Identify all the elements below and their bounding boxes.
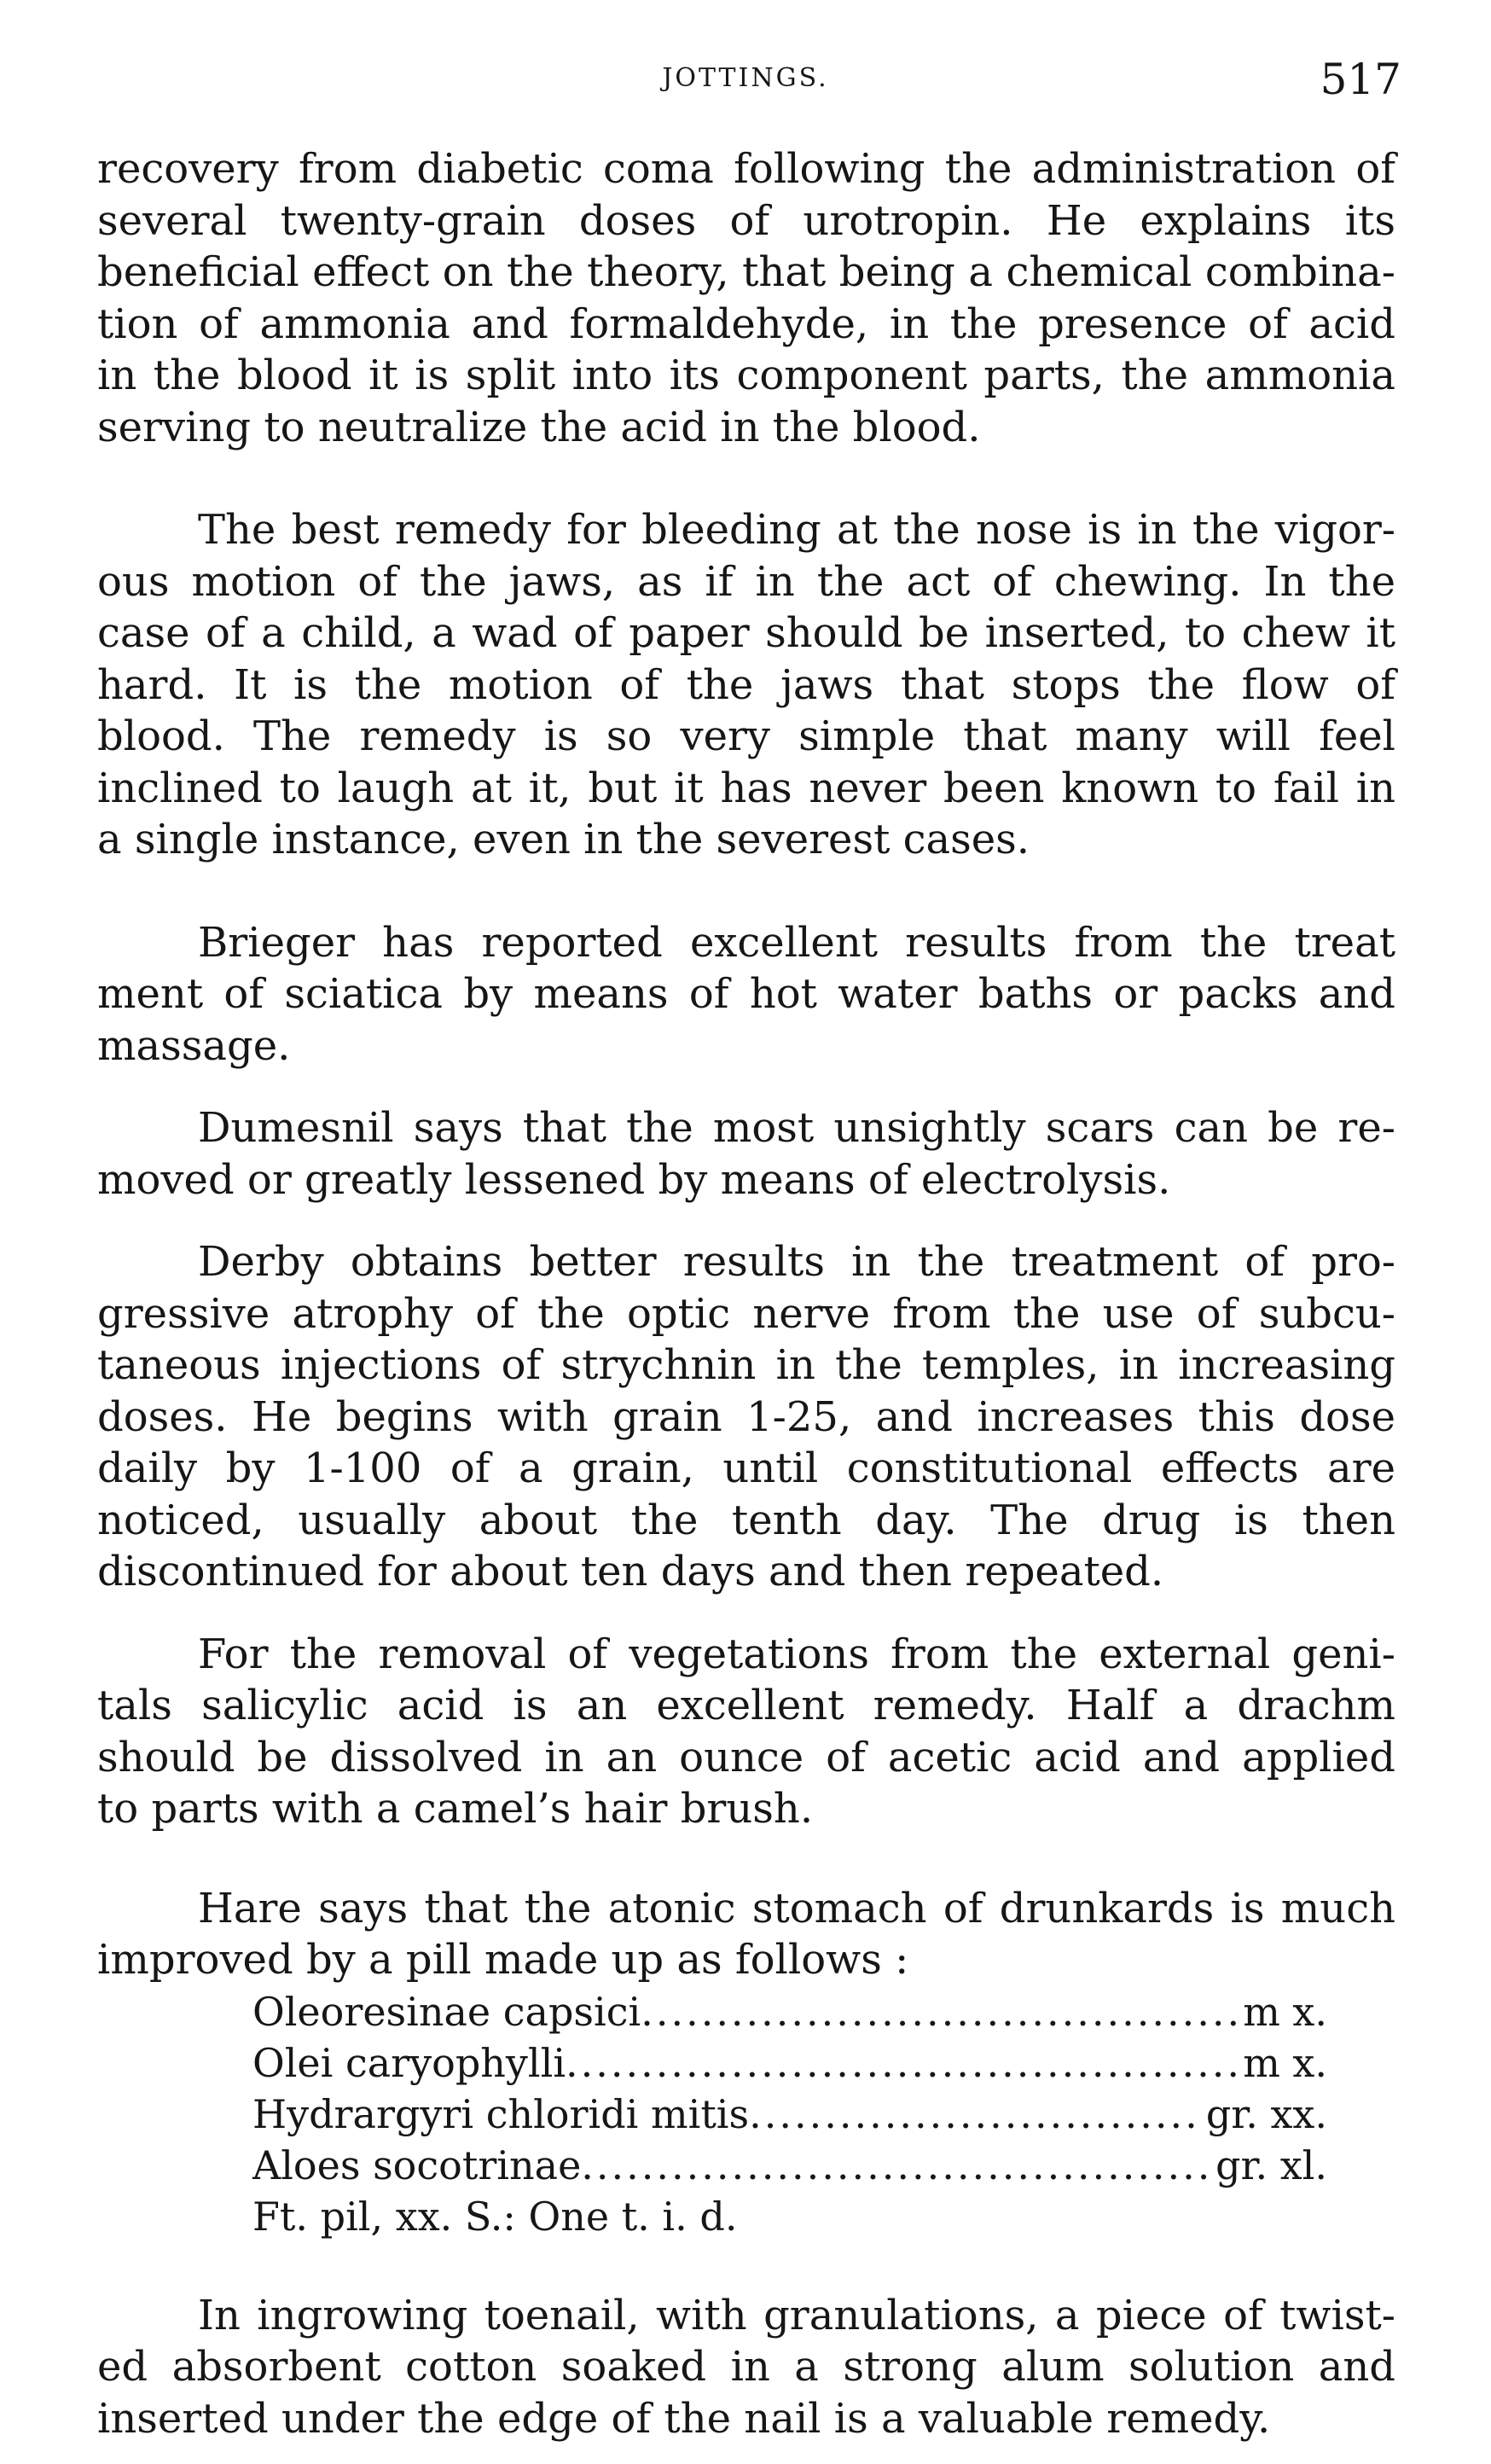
text-line: tion of ammonia and formaldehyde, in the presence of acid — [97, 299, 1395, 348]
page-header — [0, 55, 1491, 123]
text-line: a single instance, even in the severest cases. — [97, 816, 1030, 863]
page-number: 517 — [1320, 55, 1401, 104]
text-line: For the removal of vegetations from the external geni- — [198, 1630, 1395, 1678]
paragraph-ingrowing-toenail — [97, 2290, 1395, 2445]
dot-leader — [749, 2089, 1203, 2140]
prescription-item — [252, 2140, 1327, 2191]
paragraph-vegetations — [97, 1629, 1395, 1835]
ingredient-name: Aloes socotrinae — [252, 2141, 582, 2188]
text-line: several twenty-grain doses of urotropin. He explains its — [97, 196, 1395, 245]
prescription-item — [252, 1986, 1327, 2037]
dot-leader — [566, 2037, 1239, 2089]
text-line: inclined to laugh at it, but it has never been known to fail in — [97, 764, 1395, 812]
prescription-item — [252, 2089, 1327, 2140]
text-line: massage. — [97, 1021, 291, 1070]
ingredient-dose: gr. xx. — [1205, 2090, 1327, 2137]
paragraph-nose-bleeding — [97, 504, 1395, 866]
prescription-item — [252, 2037, 1327, 2089]
text-line: in the blood it is split into its component parts, the ammonia — [97, 352, 1395, 399]
ingredient-dose: gr. xl. — [1215, 2141, 1327, 2188]
text-line: taneous injections of strychnin in the temples, in increasing — [97, 1341, 1395, 1389]
text-line: daily by 1-100 of a grain, until constitutional effects are — [97, 1444, 1395, 1492]
pill-prescription — [97, 1986, 1395, 2242]
text-line: recovery from diabetic coma following the administration of — [97, 145, 1395, 193]
text-line: ous motion of the jaws, as if in the act of chewing. In the — [97, 557, 1395, 606]
text-line: serving to neutralize the acid in the blood. — [97, 403, 981, 451]
text-line: ed absorbent cotton soaked in a strong alum solution and — [97, 2343, 1395, 2391]
text-line: blood. The remedy is so very simple that many will feel — [97, 712, 1395, 760]
text-line: beneficial effect on the theory, that being a chemical combina- — [97, 248, 1395, 296]
text-line: gressive atrophy of the optic nerve from the use of subcu- — [97, 1289, 1395, 1338]
text-line: In ingrowing toenail, with granulations, a piece of twist- — [198, 2291, 1395, 2339]
text-line: hard. It is the motion of the jaws that stops the flow of — [97, 660, 1395, 709]
text-line: The best remedy for bleeding at the nose is in the vigor- — [198, 506, 1395, 554]
ingredient-dose: m x. — [1243, 1988, 1327, 2035]
prescription-signature: Ft. pil, xx. S.: One t. i. d. — [252, 2193, 738, 2240]
text-line: noticed, usually about the tenth day. The drug is then — [97, 1496, 1395, 1544]
text-line: ment of sciatica by means of hot water baths or packs and — [97, 970, 1395, 1018]
text-line: Hare says that the atonic stomach of drunkards is much — [198, 1884, 1395, 1932]
text-line: discontinued for about ten days and then repeated. — [97, 1548, 1164, 1595]
text-line: Dumesnil says that the most unsightly scars can be re- — [198, 1104, 1395, 1152]
text-line: tals salicylic acid is an excellent remedy. Half a drachm — [97, 1682, 1395, 1729]
text-line: moved or greatly lessened by means of electrolysis. — [97, 1155, 1171, 1204]
text-line: case of a child, a wad of paper should be inserted, to chew it — [97, 609, 1395, 657]
paragraph-atonic-stomach — [97, 1883, 1395, 1986]
paragraph-sciatica — [97, 917, 1395, 1072]
paragraph-diabetic-coma — [97, 143, 1395, 453]
ingredient-name: Olei caryophylli — [252, 2039, 566, 2086]
dot-leader — [581, 2140, 1212, 2191]
paragraph-optic-atrophy — [97, 1236, 1395, 1598]
text-line: improved by a pill made up as follows : — [97, 1936, 909, 1984]
dot-leader — [641, 1986, 1239, 2037]
text-line: to parts with a camel’s hair brush. — [97, 1785, 814, 1833]
ingredient-name: Oleoresinae capsici — [252, 1988, 641, 2035]
paragraph-scars — [97, 1102, 1395, 1206]
ingredient-dose: m x. — [1243, 2039, 1327, 2086]
text-line: Brieger has reported excellent results from the treat — [198, 918, 1395, 967]
body-text — [97, 143, 1395, 2444]
text-line: inserted under the edge of the nail is a valuable remedy. — [97, 2394, 1271, 2443]
running-head: JOTTINGS. — [662, 63, 829, 93]
text-line: should be dissolved in an ounce of acetic acid and applied — [97, 1733, 1395, 1781]
text-line: Derby obtains better results in the treatment of pro- — [198, 1238, 1395, 1286]
ingredient-name: Hydrargyri chloridi mitis — [252, 2090, 750, 2137]
text-line: doses. He begins with grain 1-25, and increases this dose — [97, 1392, 1395, 1441]
